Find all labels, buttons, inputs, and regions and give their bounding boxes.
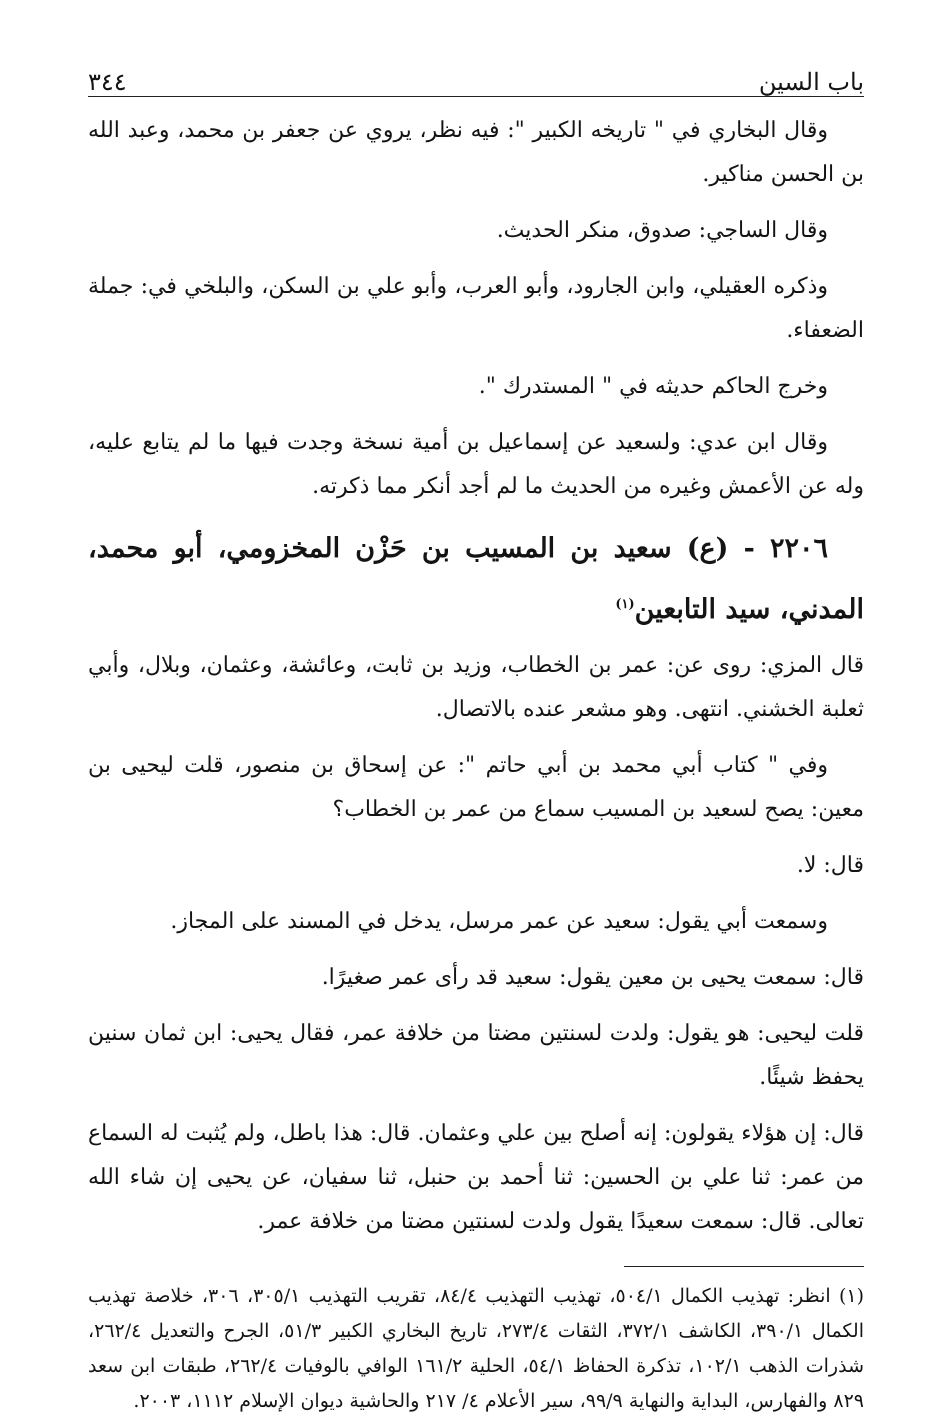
page-header (88, 52, 864, 97)
paragraph: وفي " كتاب أبي محمد بن أبي حاتم ": عن إسحاق بن منصور، قلت ليحيى بن معين: يصح لسعيد بن المسيب سماع من عمر بن الخطاب؟ (88, 753, 864, 822)
paragraph: قال: لا. (796, 853, 864, 878)
paragraph: قال: إن هؤلاء يقولون: إنه أصلح بين علي وعثمان. قال: هذا باطل، ولم يُثبت له السماع من عمر: ثنا علي بن الحسين: ثنا أحمد بن حنبل، ثنا سفيان، عن يحيى إن شاء الله تعالى. قال: سمعت سعيدًا يقول ولدت لسنتين مضتا من خلافة عمر. (88, 1121, 864, 1234)
entry-title: ٢٢٠٦ - (ع) سعيد بن المسيب بن حَزْن المخزومي، أبو محمد، المدني، سيد التابعين (88, 533, 864, 625)
running-title: باب السين (758, 68, 864, 96)
paragraph: وقال الساجي: صدوق، منكر الحديث. (496, 218, 828, 243)
entry-heading (88, 521, 864, 638)
paragraph: وذكره العقيلي، وابن الجارود، وأبو العرب، وأبو علي بن السكن، والبلخي في: جملة الضعفاء. (88, 274, 864, 343)
book-page (88, 52, 864, 1419)
paragraph: قال المزي: روى عن: عمر بن الخطاب، وزيد بن ثابت، وعائشة، وعثمان، وبلال، وأبي ثعلبة الخشني. انتهى. وهو مشعر عنده بالاتصال. (88, 653, 864, 722)
paragraph: قلت ليحيى: هو يقول: ولدت لسنتين مضتا من خلافة عمر، فقال يحيى: ابن ثمان سنين يحفظ شيئًا. (88, 1021, 864, 1090)
paragraph: وسمعت أبي يقول: سعيد عن عمر مرسل، يدخل في المسند على المجاز. (170, 909, 828, 934)
main-text (88, 109, 864, 1244)
paragraph: وقال ابن عدي: ولسعيد عن إسماعيل بن أمية نسخة وجدت فيها ما لم يتابع عليه، وله عن الأعمش وغيره من الحديث ما لم أجد أنكر مما ذكرته. (88, 430, 864, 499)
page-number: ٣٤٤ (88, 68, 127, 96)
paragraph: وقال البخاري في " تاريخه الكبير ": فيه نظر، يروي عن جعفر بن محمد، وعبد الله بن الحسن مناكير. (88, 118, 864, 187)
footnote-divider (624, 1266, 864, 1267)
footnote-ref: (١) (615, 597, 635, 612)
footnote: (١) انظر: تهذيب الكمال ٥٠٤/١، تهذيب التهذيب ٨٤/٤، تقريب التهذيب ٣٠٥/١، ٣٠٦، خلاصة تهذيب الكمال ٣٩٠/١، الكاشف ٣٧٢/١، الثقات ٢٧٣/٤، تاريخ البخاري الكبير ٥١/٣، الجرح والتعديل ٢٦٢/٤، شذرات الذهب ١٠٢/١، تذكرة الحفاظ ٥٤/١، الحلية ١٦١/٢ الوافي بالوفيات ٢٦٢/٤، طبقات ابن سعد ٨٢٩ والفهارس، البداية والنهاية ٩٩/٩، سير الأعلام ٤/ ٢١٧ والحاشية ديوان الإسلام ١١١٢، ٢٠٠٣. (88, 1285, 864, 1412)
paragraph: قال: سمعت يحيى بن معين يقول: سعيد قد رأى عمر صغيرًا. (321, 965, 864, 990)
paragraph: وخرج الحاكم حديثه في " المستدرك ". (478, 374, 828, 399)
